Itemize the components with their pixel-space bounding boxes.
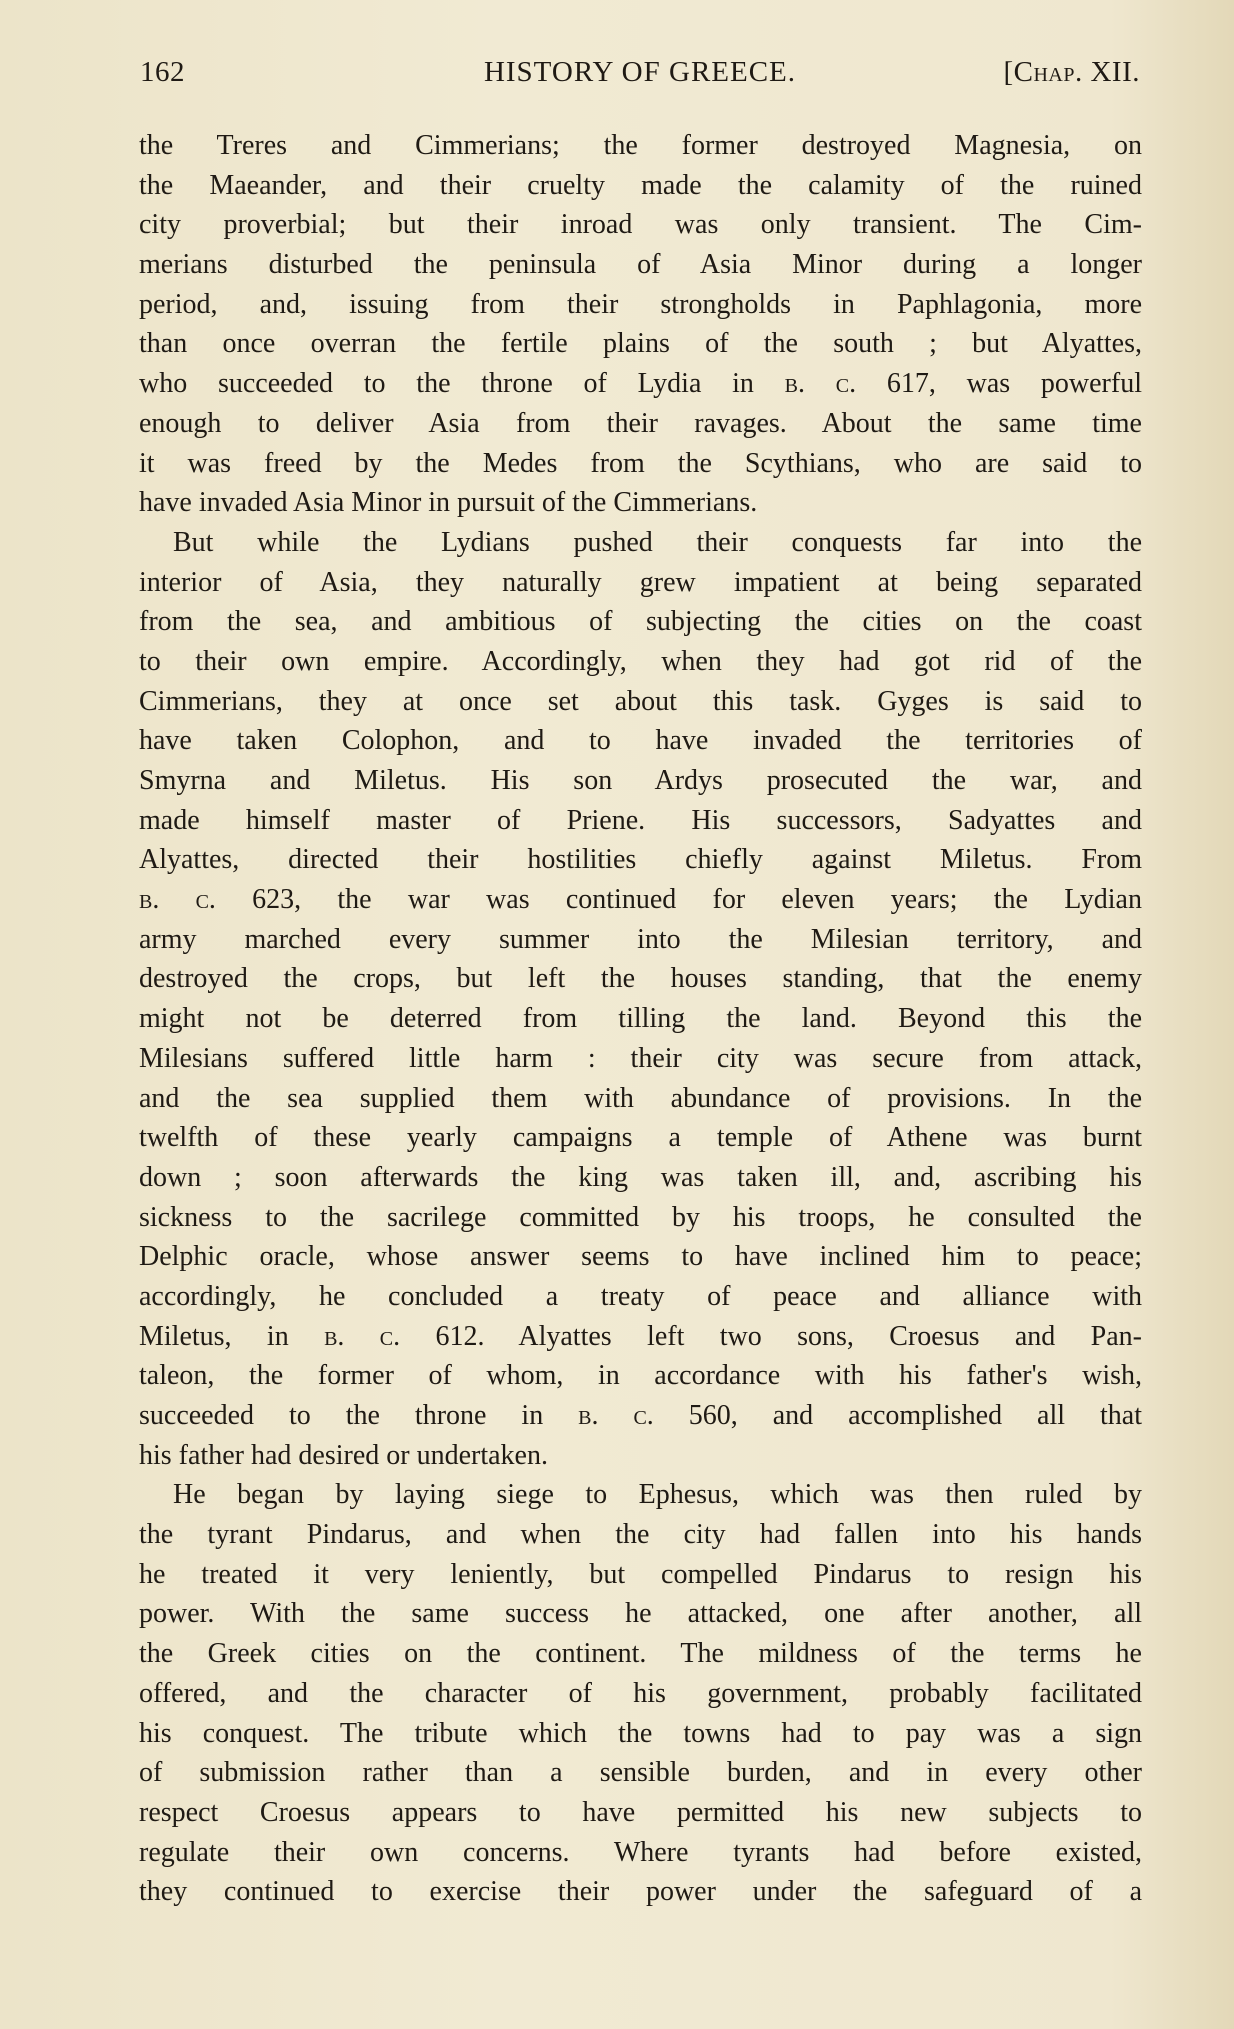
text-line: merians disturbed the peninsula of Asia Minor during a longer xyxy=(139,249,1142,281)
text-line: accordingly, he concluded a treaty of peace and alliance with xyxy=(139,1280,1142,1312)
text-line: he treated it very leniently, but compelled Pindarus to resign his xyxy=(139,1558,1142,1590)
text-line: might not be deterred from tilling the land. Beyond this the xyxy=(139,1003,1142,1035)
body-text xyxy=(139,126,1142,1912)
text-line: than once overran the fertile plains of the south ; but Alyattes, xyxy=(139,328,1142,360)
running-header xyxy=(140,56,1140,96)
text-line: Smyrna and Miletus. His son Ardys prosecuted the war, and xyxy=(139,765,1142,796)
chapter-bracket: [ xyxy=(1003,56,1014,88)
text-line: and the sea supplied them with abundance of provisions. In the xyxy=(139,1082,1142,1114)
text-line: down ; soon afterwards the king was taken ill, and, ascribing his xyxy=(139,1161,1142,1193)
text-line: it was freed by the Medes from the Scythians, who are said to xyxy=(139,447,1142,479)
text-line: from the sea, and ambitious of subjecting the cities on the coast xyxy=(139,606,1142,638)
text-line: succeeded to the throne in b. c. 560, and accomplished all that xyxy=(139,1400,1142,1431)
text-line: He began by laying siege to Ephesus, which was then ruled by xyxy=(173,1479,1142,1511)
text-line: destroyed the crops, but left the houses standing, that the enemy xyxy=(139,963,1142,995)
text-line: made himself master of Priene. His successors, Sadyattes and xyxy=(139,804,1142,836)
page-number: 162 xyxy=(140,56,185,88)
text-line: But while the Lydians pushed their conquests far into the xyxy=(173,526,1142,558)
text-line: sickness to the sacrilege committed by his troops, he consulted the xyxy=(139,1201,1142,1233)
text-line: the Greek cities on the continent. The mildness of the terms he xyxy=(139,1638,1142,1670)
text-line: the Maeander, and their cruelty made the calamity of the ruined xyxy=(139,169,1142,201)
chapter-reference xyxy=(1003,56,1140,89)
text-line: his father had desired or undertaken. xyxy=(139,1439,548,1471)
text-line: b. c. 623, the war was continued for eleven years; the Lydian xyxy=(139,884,1142,916)
text-line: to their own empire. Accordingly, when they had got rid of the xyxy=(139,645,1142,677)
text-line: Delphic oracle, whose answer seems to have inclined him to peace; xyxy=(139,1241,1142,1273)
text-line: period, and, issuing from their strongholds in Paphlagonia, more xyxy=(139,288,1142,320)
text-line: Cimmerians, they at once set about this task. Gyges is said to xyxy=(139,685,1142,717)
text-line: have taken Colophon, and to have invaded the territories of xyxy=(139,725,1142,757)
text-line: the tyrant Pindarus, and when the city had fallen into his hands xyxy=(139,1519,1142,1551)
text-line: the Treres and Cimmerians; the former destroyed Magnesia, on xyxy=(139,130,1142,161)
text-line: Milesians suffered little harm : their city was secure from attack, xyxy=(139,1042,1142,1074)
text-line: interior of Asia, they naturally grew impatient at being separated xyxy=(139,566,1142,598)
text-line: Miletus, in b. c. 612. Alyattes left two sons, Croesus and Pan- xyxy=(139,1320,1142,1352)
chapter-word: Chap. xyxy=(1013,56,1083,88)
text-line: respect Croesus appears to have permitted his new subjects to xyxy=(139,1796,1142,1828)
text-line: they continued to exercise their power under the safeguard of a xyxy=(139,1876,1142,1908)
text-line: enough to deliver Asia from their ravages. About the same time xyxy=(139,407,1142,439)
text-line: army marched every summer into the Milesian territory, and xyxy=(139,923,1142,955)
text-line: regulate their own concerns. Where tyrants had before existed, xyxy=(139,1836,1142,1868)
text-line: city proverbial; but their inroad was only transient. The Cim- xyxy=(139,209,1142,241)
text-line: of submission rather than a sensible burden, and in every other xyxy=(139,1757,1142,1789)
text-line: power. With the same success he attacked, one after another, all xyxy=(139,1598,1142,1630)
text-line: Alyattes, directed their hostilities chiefly against Miletus. From xyxy=(139,844,1142,876)
text-line: twelfth of these yearly campaigns a temple of Athene was burnt xyxy=(139,1122,1142,1154)
chapter-number: XII. xyxy=(1082,56,1140,88)
text-line: have invaded Asia Minor in pursuit of the Cimmerians. xyxy=(139,487,758,519)
text-line: taleon, the former of whom, in accordance with his father's wish, xyxy=(139,1360,1142,1392)
text-line: who succeeded to the throne of Lydia in b. c. 617, was powerful xyxy=(139,368,1142,400)
text-line: offered, and the character of his government, probably facilitated xyxy=(139,1677,1142,1709)
text-line: his conquest. The tribute which the towns had to pay was a sign xyxy=(139,1717,1142,1749)
running-title: HISTORY OF GREECE. xyxy=(483,56,797,88)
